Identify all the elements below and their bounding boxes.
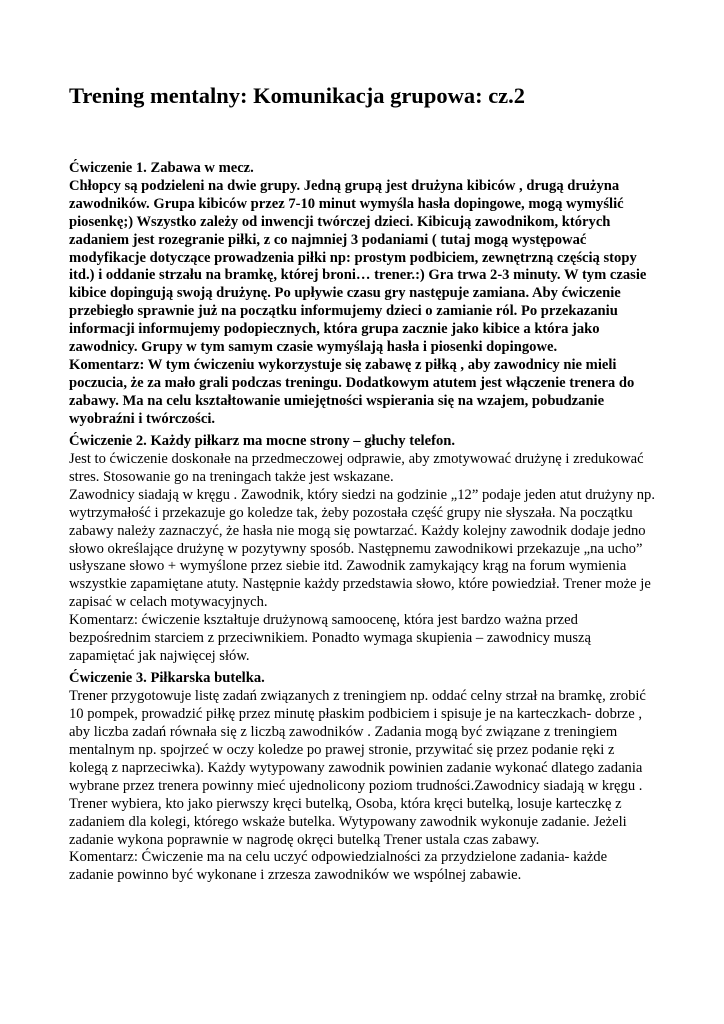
exercise-heading: Ćwiczenie 3. Piłkarska butelka.: [69, 670, 265, 687]
text-line: zadanie wykona poprawnie w nagrodę okręci butelką Trener ustala czas zabawy.: [69, 831, 540, 848]
text-line: piosenkę;) Wszystko zależy od inwencji twórczej dzieci. Kibicują zawodnikom, których: [69, 213, 611, 230]
text-line: Komentarz: ćwiczenie kształtuje drużynową samoocenę, która jest bardzo ważna przed: [69, 612, 578, 629]
text-line: zapisać w celach motywacyjnych.: [69, 594, 268, 611]
text-line: modyfikacje dotyczące prowadzenia piłki np: prostym podbiciem, zewnętrzną częścią stopy: [69, 249, 637, 266]
text-line: itd.) i oddanie strzału na bramkę, której broni… trener.:) Gra trwa 2-3 minuty. W tym czasie: [69, 267, 647, 284]
text-line: zabawy. Ma na celu kształtowanie umiejętności wspierania się na wzajem, pobudzanie: [69, 392, 605, 409]
text-line: zapamiętać jak najwięcej słów.: [69, 647, 250, 664]
text-line: Komentarz: Ćwiczenie ma na celu uczyć odpowiedzialności za przydzielone zadania- każde: [69, 849, 608, 866]
exercise-heading: Ćwiczenie 1. Zabawa w mecz.: [69, 160, 254, 176]
text-line: wybrane przez trenera powinny mieć ujednolicony poziom trudności.Zawodnicy siadają w kręgu .: [69, 777, 643, 794]
exercise-paragraph: [69, 451, 669, 666]
text-line: bezpośrednim starciem z przeciwnikiem. Ponadto wymaga skupienia – zawodnicy muszą: [69, 630, 591, 647]
text-line: Chłopcy są podzieleni na dwie grupy. Jedną grupą jest drużyna kibiców , drugą drużyna: [69, 177, 620, 194]
text-line: zadaniem dla kolegi, którego wskaże butelka. Wytypowany zawodnik wykonuje zadanie. Jeżeli: [69, 813, 627, 830]
text-line: kolegą z naprzeciwka). Każdy wytypowany zawodnik powinien zadanie wykonać dlatego zadania: [69, 759, 643, 776]
exercise-section-2: [69, 433, 669, 666]
exercise-paragraph: [69, 688, 669, 885]
exercise-paragraph: [69, 178, 669, 429]
text-line: 10 pompek, prowadzić piłkę przez minutę płaskim podbiciem i spisuje je na karteczkach- dobrze ,: [69, 706, 643, 723]
text-line: zawodnicy. Grupy w tym samym czasie wymyślają hasła i piosenki dopingowe.: [69, 339, 558, 356]
text-line: Trener wybiera, kto jako pierwszy kręci butelką, Osoba, która kręci butelką, losuje karteczkę z: [69, 795, 622, 812]
text-line: przebiegło sprawnie już na początku informujemy dzieci o zamianie ról. Po przekazaniu: [69, 303, 618, 320]
text-line: stres. Stosowanie go na treningach także jest wskazane.: [69, 468, 394, 485]
text-line: słowo określające drużynę w pozytywny sposób. Następnemu zawodnikowi przekazuje „na ucho”: [69, 540, 643, 557]
text-line: usłyszane słowo + wymyślone przez siebie itd. Zawodnik zamykający krąg na forum wymienia: [69, 558, 627, 575]
text-line: wszystkie zapamiętane atuty. Następnie każdy przedstawia słowo, które powiedział. Trener może je: [69, 576, 651, 593]
document-body: [69, 160, 669, 890]
text-line: zadanie powinno być wykonane i zrzesza zawodników we wspólnej zabawie.: [69, 867, 522, 884]
text-line: zabawy należy zaznaczyć, że hasła nie mogą się powtarzać. Każdy kolejny zawodnik dodaje jedno: [69, 522, 646, 539]
text-line: wytrzymałość i przekazuje go koledze tak, żeby pozostała część grupy nie słyszała. Na początku: [69, 504, 633, 521]
text-line: Komentarz: W tym ćwiczeniu wykorzystuje się zabawę z piłką , aby zawodnicy nie mieli: [69, 356, 617, 373]
text-line: mentalnym np. spojrzeć w oczy koledze po prawej stronie, przywitać się przez podanie ręki z: [69, 742, 615, 758]
text-line: Trener przygotowuje listę zadań związanych z treningiem np. oddać celny strzał na bramkę, zrobić: [69, 688, 646, 705]
text-line: poczucia, że za mało grali podczas treningu. Dodatkowym atutem jest włączenie trenera do: [69, 374, 635, 391]
text-line: wyobraźni i twórczości.: [69, 410, 216, 427]
text-line: Jest to ćwiczenie doskonałe na przedmeczowej odprawie, aby zmotywować drużynę i zredukować: [69, 451, 644, 467]
text-line: informacji informujemy podopiecznych, która grupa zacznie jako kibice a która jako: [69, 321, 600, 338]
exercise-section-1: [69, 160, 669, 429]
text-line: Zawodnicy siadają w kręgu . Zawodnik, który siedzi na godzinie „12” podaje jeden atut drużyny np.: [69, 486, 656, 503]
document-title: Trening mentalny: Komunikacja grupowa: cz.2: [69, 83, 526, 108]
text-line: zadaniem jest rozegranie piłki, z co najmniej 3 podaniami ( tutaj mogą występować: [69, 231, 587, 248]
text-line: aby liczba zadań równała się z liczbą zawodników . Zadania mogą być związane z treningiem: [69, 724, 618, 741]
exercise-heading: Ćwiczenie 2. Każdy piłkarz ma mocne strony – głuchy telefon.: [69, 433, 456, 450]
text-line: kibice dopingują swoją drużynę. Po upływie czasu gry następuje zamiana. Aby ćwiczenie: [69, 285, 621, 302]
exercise-section-3: [69, 670, 669, 885]
text-line: zawodników. Grupa kibiców przez 7-10 minut wymyśla hasła dopingowe, mogą wymyślić: [69, 195, 624, 212]
